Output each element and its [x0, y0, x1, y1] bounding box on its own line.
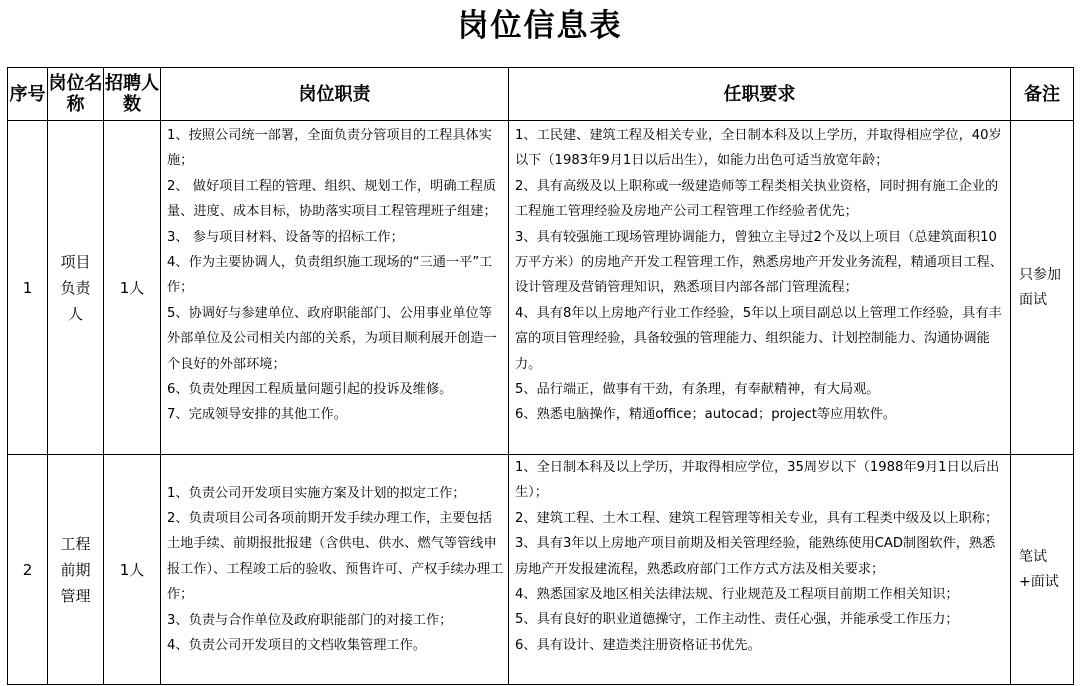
row-seq: 1: [8, 121, 48, 455]
row-count: 1人: [104, 455, 161, 685]
duty-item: 4、作为主要协调人，负责组织施工现场的“三通一平”工作；: [167, 255, 493, 296]
requirement-item: 5、品行端正，做事有干劲，有条理，有奉献精神，有大局观。: [515, 382, 880, 398]
header-seq: 序号: [8, 68, 48, 121]
duty-item: 2、 做好项目工程的管理、组织、规划工作，明确工程质量、进度、成本目标，协助落实项目工程管理班子组建；: [167, 178, 497, 220]
header-duties: 岗位职责: [161, 68, 509, 121]
row-notes: 笔试+面试: [1011, 455, 1074, 685]
requirement-item: 5、具有良好的职业道德操守，工作主动性、责任心强，并能承受工作压力；: [515, 612, 959, 628]
requirement-item: 6、具有设计、建造类注册资格证书优先。: [515, 637, 761, 653]
row-notes: 只参加面试: [1011, 121, 1074, 455]
requirement-item: 3、具有3年以上房地产项目前期及相关管理经验，能熟练使用CAD制图软件，熟悉房地产开发报建流程，熟悉政府部门工作方式方法及相关要求；: [515, 536, 996, 577]
requirement-item: 1、工民建、建筑工程及相关专业，全日制本科及以上学历，并取得相应学位，40岁以下（1983年9月1日以后出生），如能力出色可适当放宽年龄；: [515, 128, 1002, 169]
duty-item: 1、负责公司开发项目实施方案及计划的拟定工作；: [167, 485, 466, 501]
duty-item: 3、负责与合作单位及政府职能部门的对接工作；: [167, 612, 453, 628]
row-seq: 2: [8, 455, 48, 685]
row-position: 工程前期管理: [48, 455, 104, 685]
duty-item: 4、负责公司开发项目的文档收集管理工作。: [167, 638, 426, 654]
row-requirements: [509, 121, 1011, 455]
page-title: 岗位信息表: [457, 8, 623, 44]
header-count: 招聘人数: [104, 68, 161, 121]
row-duties: [161, 121, 509, 455]
requirement-item: 2、具有高级及以上职称或一级建造师等工程类相关执业资格，同时拥有施工企业的工程施工管理经验及房地产公司工程管理工作经验者优先；: [515, 178, 999, 220]
requirement-item: 2、建筑工程、土木工程、建筑工程管理等相关专业，具有工程类中级及以上职称；: [515, 510, 999, 526]
duty-item: 6、负责处理因工程质量问题引起的投诉及维修。: [167, 382, 453, 398]
header-requirements: 任职要求: [509, 68, 1011, 121]
requirement-item: 4、熟悉国家及地区相关法律法规、行业规范及工程项目前期工作相关知识；: [515, 587, 959, 603]
table-row: [8, 121, 1074, 455]
position-info-table: [7, 67, 1074, 685]
header-position: 岗位名称: [48, 68, 104, 121]
duty-item: 7、完成领导安排的其他工作。: [167, 407, 347, 423]
row-position: 项目负责人: [48, 121, 104, 455]
requirement-item: 3、具有较强施工现场管理协调能力，曾独立主导过2个及以上项目（总建筑面积10万平方米）的房地产开发工程管理工作，熟悉房地产开发业务流程，精通项目工程、设计管理及营销管理知识，熟悉项目内部各部门管理流程；: [515, 229, 1003, 296]
header-notes: 备注: [1011, 68, 1074, 121]
row-requirements: [509, 455, 1011, 685]
duty-item: 2、负责项目公司各项前期开发手续办理工作，主要包括土地手续、前期报批报建（含供电、供水、燃气等管线申报工作）、工程竣工后的验收、预售许可、产权手续办理工作；: [167, 510, 504, 603]
requirement-item: 1、全日制本科及以上学历，并取得相应学位，35周岁以下（1988年9月1日以后出生）；: [515, 460, 1000, 501]
table-header-row: [8, 68, 1074, 121]
requirement-item: 6、熟悉电脑操作，精通office；autocad；project等应用软件。: [515, 407, 897, 423]
table-row: [8, 455, 1074, 685]
row-count: 1人: [104, 121, 161, 455]
duty-item: 1、按照公司统一部署，全面负责分管项目的工程具体实施；: [167, 128, 492, 169]
duty-item: 3、 参与项目材料、设备等的招标工作；: [167, 229, 404, 245]
duty-item: 5、协调好与参建单位、政府职能部门、公用事业单位等外部单位及公司相关内部的关系，为项目顺利展开创造一个良好的外部环境；: [167, 305, 497, 372]
requirement-item: 4、具有8年以上房地产行业工作经验，5年以上项目副总以上管理工作经验，具有丰富的项目管理经验，具备较强的管理能力、组织能力、计划控制能力、沟通协调能力。: [515, 305, 1002, 372]
row-duties: [161, 455, 509, 685]
